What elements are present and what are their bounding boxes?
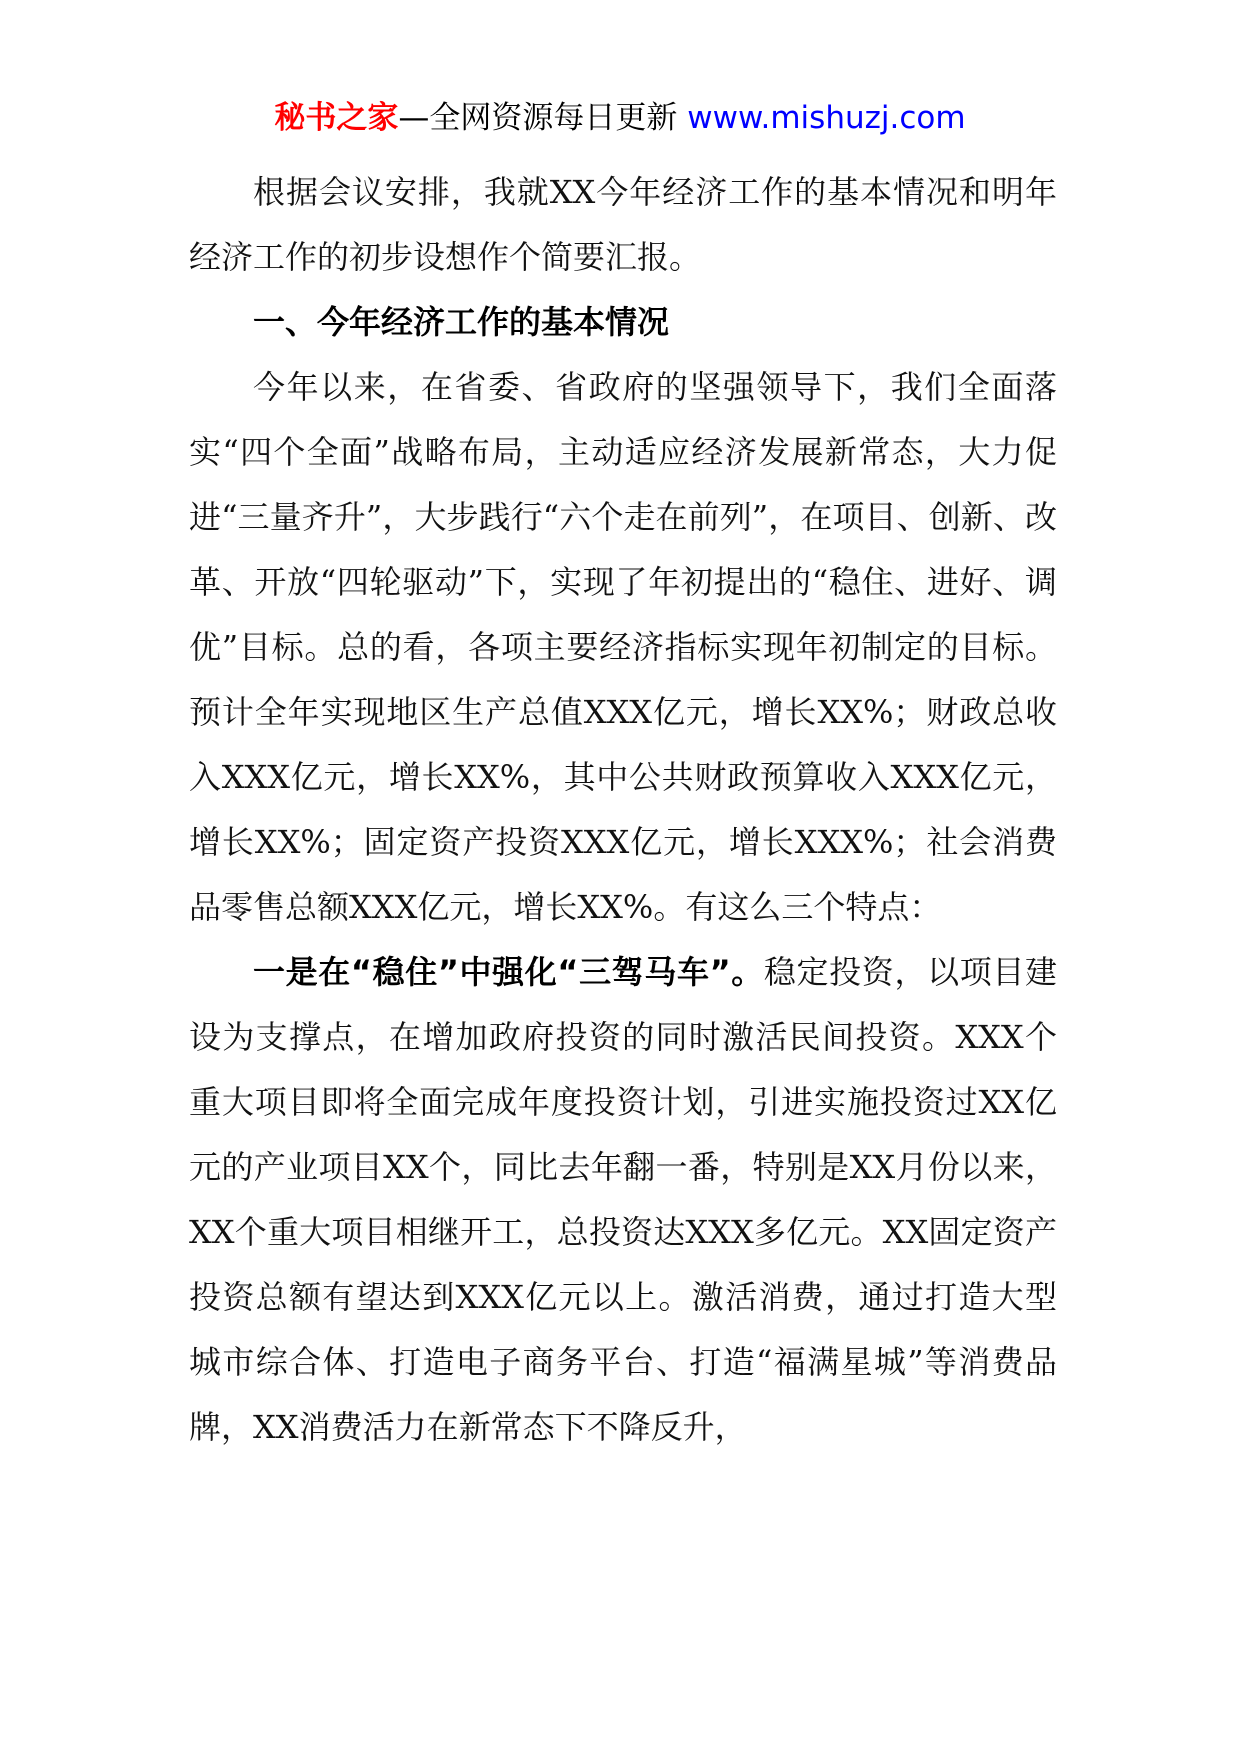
- brand-name: 秘书之家: [274, 100, 399, 136]
- point-one-body: 稳定投资，以项目建设为支撑点，在增加政府投资的同时激活民间投资。XXX个重大项目即将全面完成年度投资计划，引进实施投资过XX亿元的产业项目XX个，同比去年翻一番，特别是XX月份以来，XX个重大项目相继开工，总投资达XXX多亿元。XX固定资产投资总额有望达到XXX亿元以上。激活消费，通过打造大型城市综合体、打造电子商务平台、打造“福满星城”等消费品牌，XX消费活力在新常态下不降反升，: [189, 953, 1057, 1446]
- header-tagline: —全网资源每日更新: [398, 100, 678, 136]
- point-one-lead: 一是在“稳住”中强化“三驾马车”。: [253, 953, 764, 991]
- section-heading: 一、今年经济工作的基本情况: [253, 303, 670, 341]
- document-body: [189, 160, 1057, 1460]
- site-url-link[interactable]: www.mishuzj.com: [687, 100, 966, 136]
- point-one-paragraph: [189, 940, 1057, 1460]
- intro-paragraph: 根据会议安排，我就XX今年经济工作的基本情况和明年经济工作的初步设想作个简要汇报。: [189, 173, 1057, 276]
- site-header: [0, 96, 1240, 140]
- overview-paragraph: 今年以来，在省委、省政府的坚强领导下，我们全面落实“四个全面”战略布局，主动适应经济发展新常态，大力促进“三量齐升”，大步践行“六个走在前列”，在项目、创新、改革、开放“四轮驱动”下，实现了年初提出的“稳住、进好、调优”目标。总的看，各项主要经济指标实现年初制定的目标。预计全年实现地区生产总值XXX亿元，增长XX%；财政总收入XXX亿元，增长XX%，其中公共财政预算收入XXX亿元，增长XX%；固定资产投资XXX亿元，增长XXX%；社会消费品零售总额XXX亿元，增长XX%。有这么三个特点：: [189, 368, 1057, 926]
